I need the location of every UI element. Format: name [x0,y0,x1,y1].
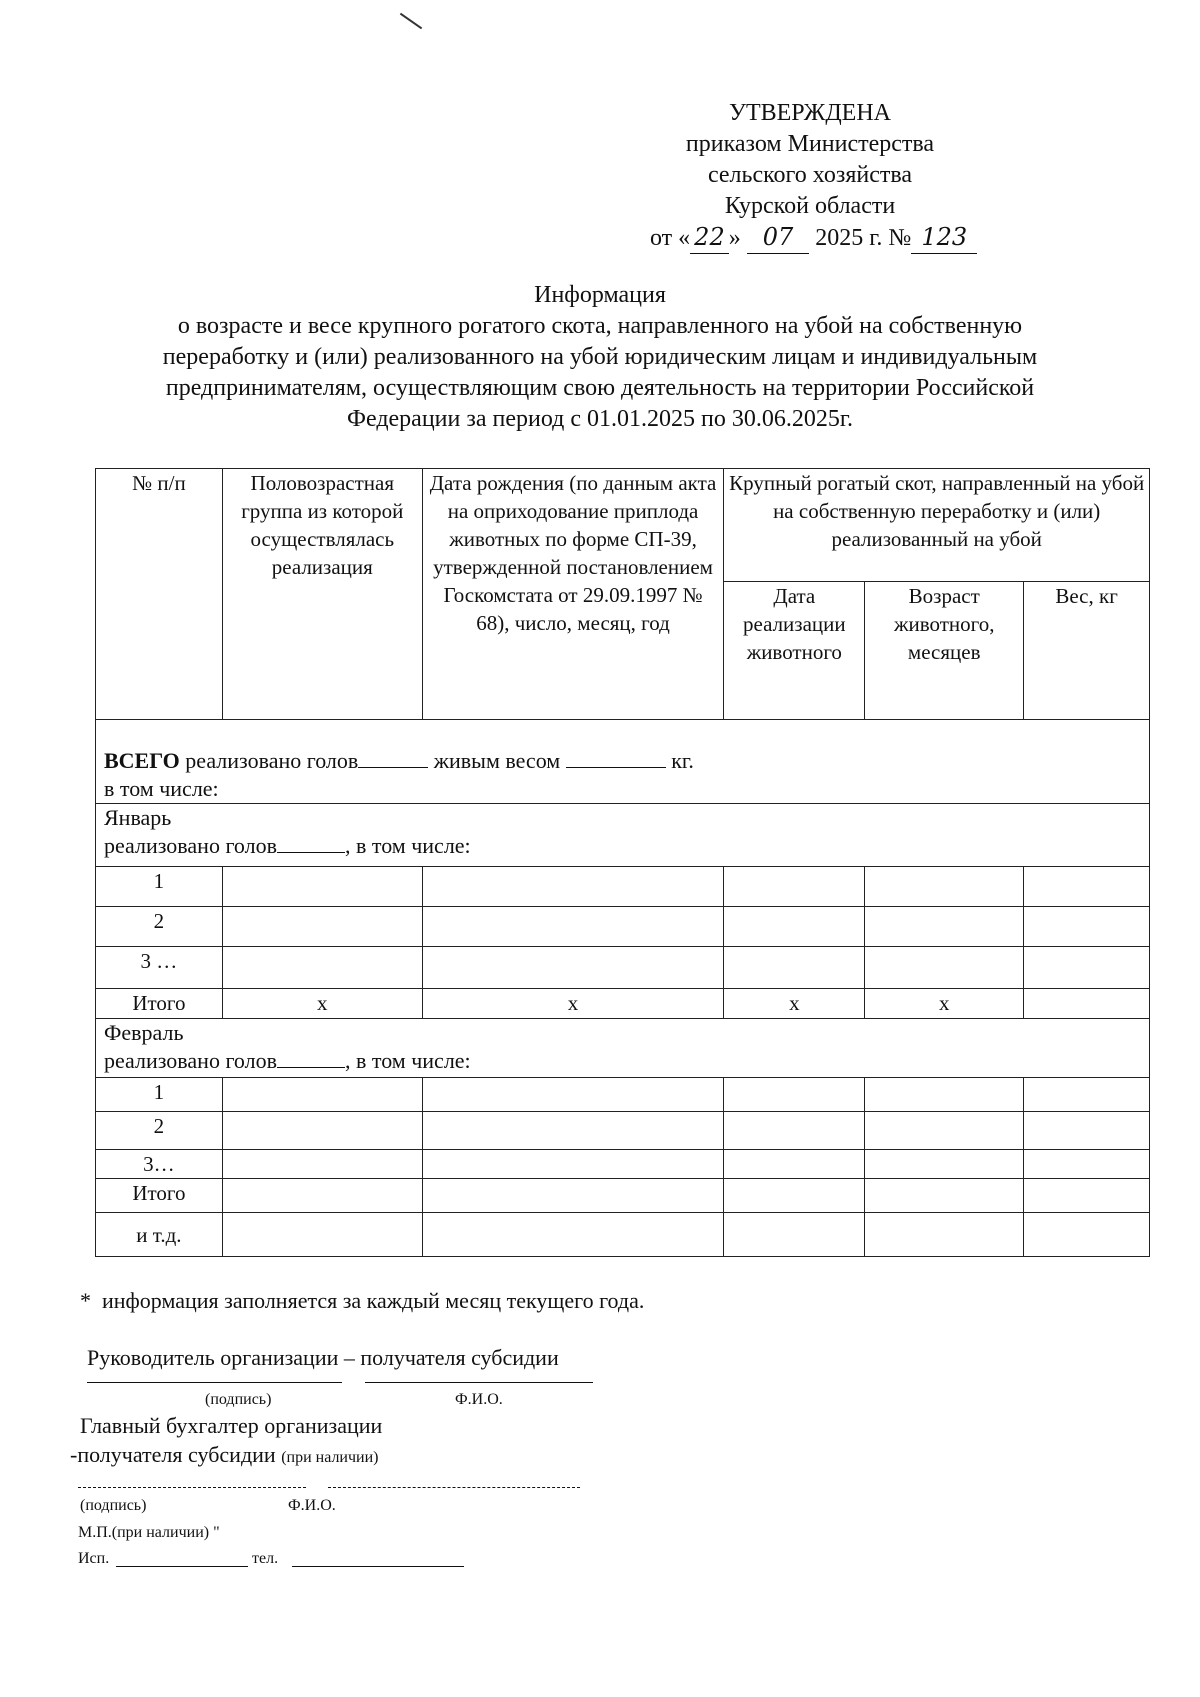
february-row-3-num: 3… [96,1150,223,1179]
february-row-2 [96,1112,1150,1150]
header-num: № п/п [96,469,223,720]
isp-label: Исп. [78,1550,110,1567]
total-text3: кг. [671,748,694,773]
handwritten-month: 07 [747,222,810,254]
total-text1: реализовано голов [185,748,359,773]
mp-label: М.П.(при наличии) " [78,1524,220,1541]
blank-february [277,1067,345,1068]
header-sale-date: Дата реализации животного [724,582,865,720]
header-row-1 [96,469,1150,582]
january-header-row [96,804,1150,867]
february-row-1-num: 1 [96,1078,223,1112]
x-birth: x [422,989,724,1019]
february-row-2-num: 2 [96,1112,223,1150]
sign-caption-1: (подпись) [205,1391,272,1408]
x-sale-date: x [724,989,865,1019]
handwritten-number: 123 [911,222,977,254]
january-row-2-num: 2 [96,907,223,947]
january-row-1 [96,867,1150,907]
title-heading: Информация [534,282,666,308]
accountant-line2: -получателя субсидии [70,1442,276,1467]
tel-label: тел. [252,1550,279,1567]
total-row [96,720,1150,804]
title-line1: о возрасте и весе крупного рогатого скота, направленного на убой на собственную [177,313,1023,339]
fio-caption-2: Ф.И.О. [288,1497,336,1514]
january-month: Январь [104,805,172,830]
total-text2: живым весом [433,748,561,773]
blank-weight [566,767,666,768]
head-label: Руководитель организации – получателя субсидии [87,1345,559,1370]
date-year: 2025 [815,225,864,251]
year-suffix: г. № [869,225,912,251]
accountant-line1: Главный бухгалтер организации [80,1413,383,1438]
total-cell [96,720,1150,804]
january-row-3-num: 3 … [96,947,223,989]
february-month: Февраль [104,1020,184,1045]
x-group: x [222,989,422,1019]
tel-line [292,1566,464,1567]
document-title [100,280,1100,435]
sign-caption-2: (подпись) [80,1497,147,1514]
header-cattle: Крупный рогатый скот, направленный на убой на собственную переработку и (или) реализованный на убой [724,469,1150,582]
header-weight: Вес, кг [1024,582,1150,720]
blank-january [277,852,345,853]
february-itogo: Итого [96,1179,223,1213]
approval-line1: приказом Министерства [685,131,935,157]
approval-status: УТВЕРЖДЕНА [728,100,892,126]
january-text: реализовано голов [104,833,277,858]
date-mid: » [728,225,741,251]
accountant-fio-line [328,1487,580,1488]
february-cell [96,1019,1150,1078]
february-row-1 [96,1078,1150,1112]
header-group: Половозрастная группа из которой осуществлялась реализация [222,469,422,720]
accountant-line2-wrap [70,1442,379,1468]
title-line4: Федерации за период с 01.01.2025 по 30.06.2025г. [347,406,853,432]
february-row-3 [96,1150,1150,1179]
january-itogo: Итого [96,989,223,1019]
x-age: x [865,989,1024,1019]
date-prefix: от « [650,225,691,251]
february-text: реализовано голов [104,1048,277,1073]
fio-caption-1: Ф.И.О. [455,1391,503,1408]
blank-heads [358,767,428,768]
title-line2: переработку и (или) реализованного на убой юридическим лицам и индивидуальным [162,344,1038,370]
total-text4: в том числе: [104,776,219,801]
january-suffix: , в том числе: [345,833,471,858]
february-header-row [96,1019,1150,1078]
january-row-3 [96,947,1150,989]
approval-block [650,98,970,254]
footnote [80,1288,644,1314]
header-age: Возраст животного, месяцев [865,582,1024,720]
head-fio-line [365,1382,593,1383]
handwritten-day: 22 [690,222,729,254]
etc-label: и т.д. [96,1213,223,1257]
approval-line2: сельского хозяйства [707,162,913,188]
header-birth: Дата рождения (по данным акта на оприходование приплода животных по форме СП-39, утвержденной постановлением Госкомстата от 29.09.1997 № 68), число, месяц, год [422,469,724,720]
accountant-sign-line [78,1487,306,1488]
etc-row [96,1213,1150,1257]
february-suffix: , в том числе: [345,1048,471,1073]
report-table [95,468,1150,1257]
isp-line [116,1566,248,1567]
footnote-text: информация заполняется за каждый месяц текущего года. [102,1288,645,1313]
january-row-2 [96,907,1150,947]
total-bold: ВСЕГО [104,748,180,773]
stray-mark [400,13,422,30]
february-itogo-row [96,1179,1150,1213]
january-row-1-num: 1 [96,867,223,907]
footnote-star: * [80,1288,91,1313]
january-cell [96,804,1150,867]
approval-date-line [650,222,970,254]
title-line3: предпринимателям, осуществляющим свою деятельность на территории Российской [165,375,1035,401]
approval-line3: Курской области [724,193,896,219]
head-sign-line [87,1382,342,1383]
accountant-note: (при наличии) [281,1449,379,1466]
january-itogo-row [96,989,1150,1019]
